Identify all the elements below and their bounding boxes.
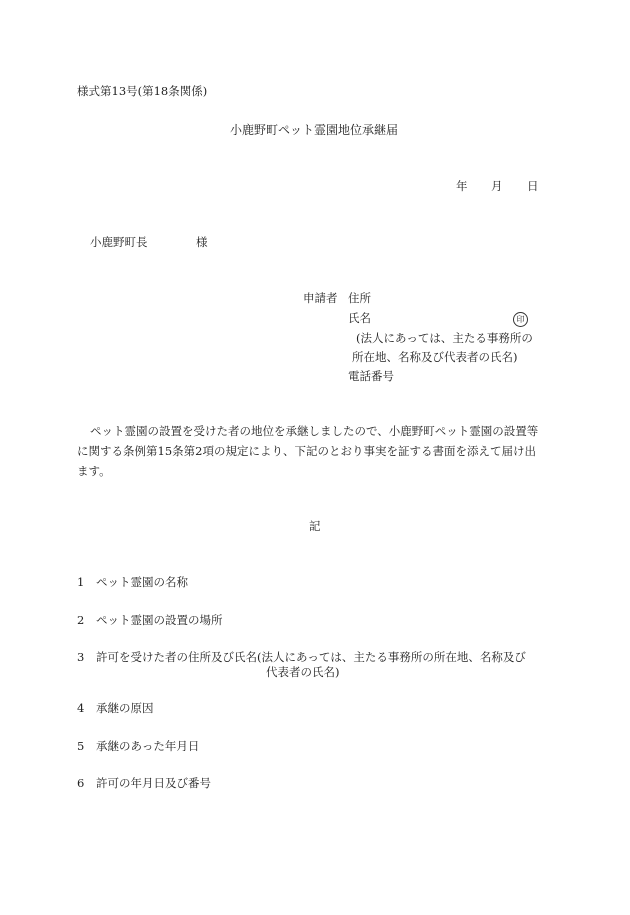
item-number: 4 [77, 701, 85, 715]
address-label: 住所 [348, 291, 371, 305]
item-number: 6 [77, 776, 85, 790]
phone-label: 電話番号 [348, 369, 394, 383]
item-number: 3 [77, 650, 85, 664]
name-label: 氏名 [348, 311, 371, 325]
corp-note-line1: (法人にあっては、主たる事務所の [356, 331, 533, 345]
item-text: 承継の原因 [96, 701, 154, 715]
item-number: 2 [77, 613, 85, 627]
seal-icon: 印 [513, 312, 528, 327]
form-number: 様式第13号(第18条関係) [77, 84, 208, 98]
page-title: 小鹿野町ペット霊園地位承継届 [230, 123, 399, 137]
date-day-label: 日 [527, 179, 539, 193]
addressee-name: 小鹿野町長 [90, 235, 148, 249]
body-line-2: に関する条例第15条第2項の規定により、下記のとおり事実を証する書面を添えて届け出 [77, 444, 536, 458]
corp-note-line2: 所在地、名称及び代表者の氏名) [352, 350, 518, 364]
item-number: 5 [77, 739, 85, 753]
item-text: 許可の年月日及び番号 [96, 776, 211, 790]
item-text: 許可を受けた者の住所及び氏名(法人にあっては、主たる事務所の所在地、名称及び [96, 650, 526, 664]
item-number: 1 [77, 575, 85, 589]
body-line-1: ペット霊園の設置を受けた者の地位を承継しましたので、小鹿野町ペット霊園の設置等 [90, 424, 539, 438]
item-text-continued: 代表者の氏名) [266, 665, 340, 679]
item-text: ペット霊園の設置の場所 [96, 613, 223, 627]
body-line-3: ます。 [77, 464, 111, 478]
addressee-honorific: 様 [196, 235, 208, 249]
date-month-label: 月 [491, 179, 503, 193]
applicant-label: 申請者 [303, 291, 338, 305]
item-text: ペット霊園の名称 [96, 575, 188, 589]
date-year-label: 年 [456, 179, 468, 193]
item-text: 承継のあった年月日 [96, 739, 200, 753]
ki-heading: 記 [309, 519, 321, 533]
